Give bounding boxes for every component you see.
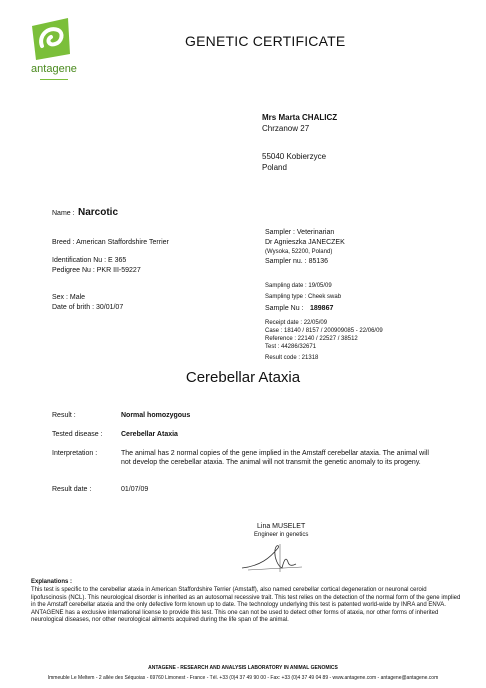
result-date-label: Result date : <box>52 486 92 493</box>
sample-number-label: Sample Nu : <box>265 305 304 312</box>
case-number: Case : 18140 / 8157 / 200909085 - 22/06/09 <box>265 328 383 334</box>
antagene-logo-text: antagene <box>31 63 77 75</box>
signature-image <box>240 540 310 579</box>
owner-name: Mrs Marta CHALICZ <box>262 113 338 122</box>
sampling-type: Sampling type : Cheek swab <box>265 294 342 300</box>
footer-lab-name: ANTAGENE - RESEARCH AND ANALYSIS LABORATORY IN ANIMAL GENOMICS <box>148 665 338 671</box>
antagene-logo-mark <box>28 16 74 62</box>
result-code: Result code : 21318 <box>265 355 319 361</box>
owner-street: Chrzanow 27 <box>262 124 310 133</box>
sampling-date: Sampling date : 19/05/09 <box>265 283 332 289</box>
sampler-location: (Wysoka, 52200, Poland) <box>265 249 333 255</box>
owner-city: 55040 Kobierzyce <box>262 152 327 161</box>
date-of-birth: Date of brith : 30/01/07 <box>52 304 124 311</box>
result-value: Normal homozygous <box>121 412 191 419</box>
explanations-text: This test is specific to the cerebellar ataxia in American Staffordshire Terrier (Amstaff), also named cerebellar cortical degeneration or neuronal ceroid lipofuscinosis (NCL). This neurological disorder is inherited as an autosomal recessive trait. This test relies on the detection of the normal form of the gene implied in the Amstaff cerebellar ataxia and the only defective form known up to date. The technology underlying this test is patented world-wide by INRA and ENVA. ANTAGENE has a exclusive international license to provide this test. This one can not be used to detect other forms of ataxia, nor other forms of inherited neurological diseases, nor other neurological ailments acquired during the life span of the animal. <box>31 587 461 623</box>
footer-contact: Immeuble Le Meltem - 2 allée des Séquoias - 69760 Limonest - France - Tél. +33 (0)4 37 49 90 00 - Fax: +33 (0)4 37 49 04 89 - www.antagene.com - antagene@antagene.com <box>47 675 439 681</box>
sex: Sex : Male <box>52 294 86 301</box>
signatory-name: Lina MUSELET <box>257 523 306 530</box>
interpretation-text: The animal has 2 normal copies of the gene implied in the Amstaff cerebellar ataxia. The animal will not develop the cerebellar ataxia. The animal will not transmit the genetic anomaly to its progeny. <box>121 450 429 466</box>
explanations-heading: Explanations : <box>31 579 73 585</box>
result-title: Cerebellar Ataxia <box>185 369 301 386</box>
signatory-role: Engineer in genetics <box>254 532 309 538</box>
reference: Reference : 22140 / 22527 / 38512 <box>265 336 358 342</box>
result-date-value: 01/07/09 <box>121 486 149 493</box>
sampler-number: Sampler nu. : 85136 <box>265 258 329 265</box>
dog-name-label: Name : <box>52 210 75 217</box>
dog-name: Narcotic <box>78 207 119 218</box>
sample-number: 189867 <box>310 305 334 312</box>
sampler-label: Sampler : Veterinarian <box>265 229 335 236</box>
tested-disease-value: Cerebellar Ataxia <box>121 431 178 438</box>
tested-disease-label: Tested disease : <box>52 431 103 438</box>
interpretation-label: Interpretation : <box>52 450 98 457</box>
receipt-date: Receipt date : 22/05/09 <box>265 320 328 326</box>
owner-country: Poland <box>262 163 287 172</box>
page-title: GENETIC CERTIFICATE <box>185 33 346 49</box>
logo-underline <box>40 79 68 80</box>
breed: Breed : American Staffordshire Terrier <box>52 239 169 246</box>
sampler-name: Dr Agnieszka JANECZEK <box>265 239 345 246</box>
pedigree-number: Pedigree Nu : PKR III-59227 <box>52 267 141 274</box>
identification-number: Identification Nu : E 365 <box>52 257 127 264</box>
test-number: Test : 44286/32671 <box>265 344 317 350</box>
result-label: Result : <box>52 412 76 419</box>
